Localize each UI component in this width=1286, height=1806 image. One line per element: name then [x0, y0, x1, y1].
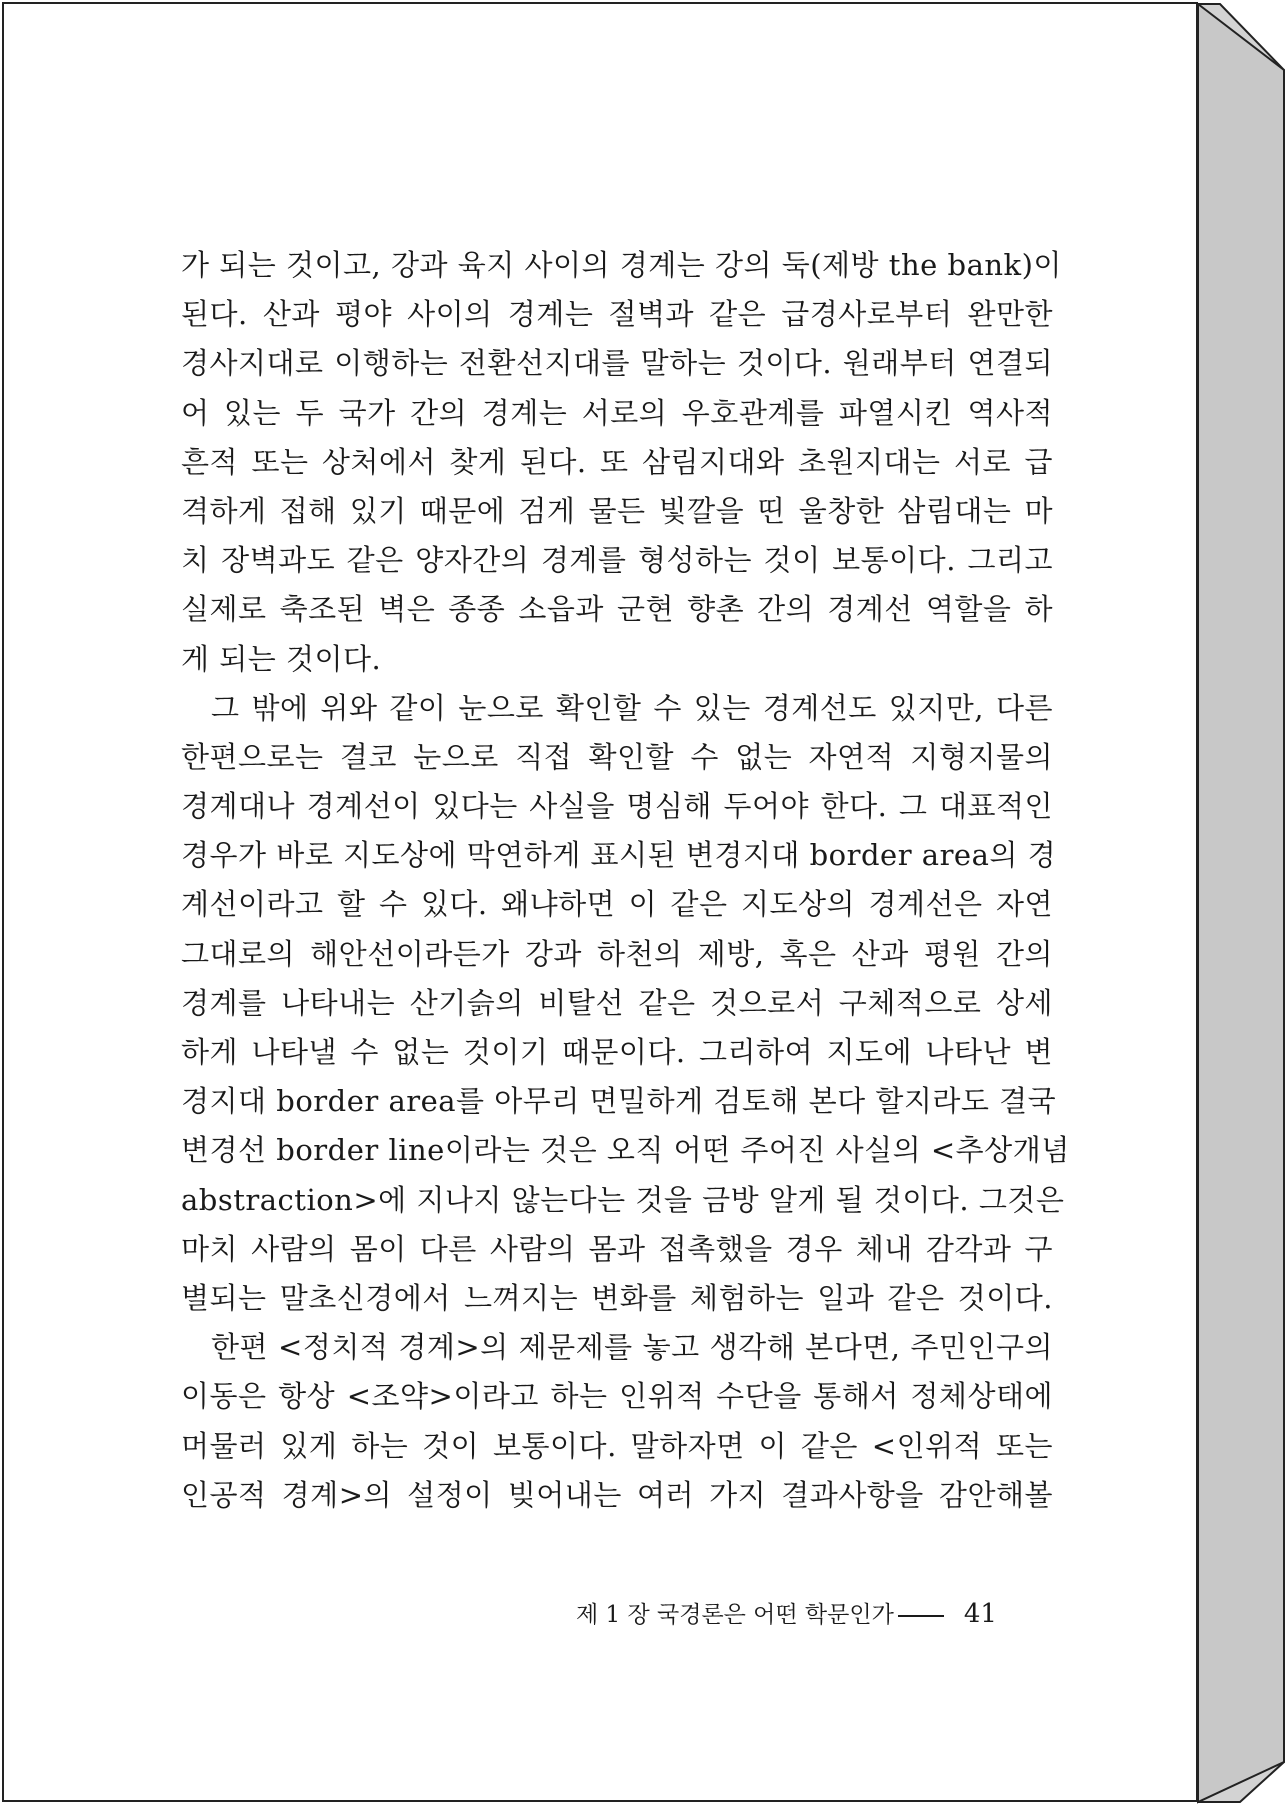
text-line: 흔적 또는 상처에서 찾게 된다. 또 삼림지대와 초원지대는 서로 급	[181, 444, 1053, 479]
text-line: 인공적 경계>의 설정이 빚어내는 여러 가지 결과사항을 감안해볼	[181, 1477, 1053, 1512]
text-line: 경우가 바로 지도상에 막연하게 표시된 변경지대 border area의 경	[181, 838, 1057, 873]
text-line: 별되는 말초신경에서 느껴지는 변화를 체험하는 일과 같은 것이다.	[181, 1280, 1053, 1315]
page-number: 41	[963, 1599, 997, 1629]
text-line: abstraction>에 지나지 않는다는 것을 금방 알게 될 것이다. 그것은	[181, 1182, 1065, 1217]
text-line: 하게 나타낼 수 없는 것이기 때문이다. 그리하여 지도에 나타난 변	[181, 1035, 1053, 1069]
text-line: 게 되는 것이다.	[181, 641, 382, 676]
text-line: 실제로 축조된 벽은 종종 소읍과 군현 향촌 간의 경계선 역할을 하	[181, 592, 1053, 627]
text-line: 그대로의 해안선이라든가 강과 하천의 제방, 혹은 산과 평원 간의	[181, 936, 1053, 971]
text-line: 격하게 접해 있기 때문에 검게 물든 빛깔을 띤 울창한 삼림대는 마	[181, 493, 1053, 528]
text-line: 마치 사람의 몸이 다른 사람의 몸과 접촉했을 경우 체내 감각과 구	[181, 1231, 1053, 1266]
page-footer	[576, 1594, 1016, 1634]
text-line: 된다. 산과 평야 사이의 경계는 절벽과 같은 급경사로부터 완만한	[181, 297, 1053, 332]
text-line: 경지대 border area를 아무리 면밀하게 검토해 본다 할지라도 결국	[181, 1084, 1057, 1119]
body-text	[181, 241, 1070, 1520]
text-line: 치 장벽과도 같은 양자간의 경계를 형성하는 것이 보통이다. 그리고	[181, 543, 1053, 578]
text-line: 머물러 있게 하는 것이 보통이다. 말하자면 이 같은 <인위적 또는	[181, 1428, 1053, 1463]
text-line: 이동은 항상 <조약>이라고 하는 인위적 수단을 통해서 정체상태에	[181, 1379, 1053, 1414]
text-line: 그 밖에 위와 같이 눈으로 확인할 수 있는 경계선도 있지만, 다른	[211, 690, 1053, 725]
chapter-title: 제 1 장 국경론은 어떤 학문인가	[576, 1602, 894, 1628]
footer-dash	[898, 1615, 944, 1617]
text-line: 어 있는 두 국가 간의 경계는 서로의 우호관계를 파열시킨 역사적	[181, 395, 1053, 430]
text-line: 변경선 border line이라는 것은 오직 어떤 주어진 사실의 <추상개념	[181, 1133, 1070, 1168]
text-line: 계선이라고 할 수 있다. 왜냐하면 이 같은 지도상의 경계선은 자연	[181, 887, 1053, 922]
text-line: 경계대나 경계선이 있다는 사실을 명심해 두어야 한다. 그 대표적인	[181, 789, 1053, 824]
text-line: 한편으로는 결코 눈으로 직접 확인할 수 없는 자연적 지형지물의	[181, 739, 1053, 774]
text-line: 한편 <정치적 경계>의 제문제를 놓고 생각해 본다면, 주민인구의	[211, 1330, 1053, 1365]
text-line: 경계를 나타내는 산기슭의 비탈선 같은 것으로서 구체적으로 상세	[181, 985, 1053, 1020]
text-line: 경사지대로 이행하는 전환선지대를 말하는 것이다. 원래부터 연결되	[181, 346, 1053, 381]
text-line: 가 되는 것이고, 강과 육지 사이의 경계는 강의 둑(제방 the bank)이	[181, 248, 1062, 282]
